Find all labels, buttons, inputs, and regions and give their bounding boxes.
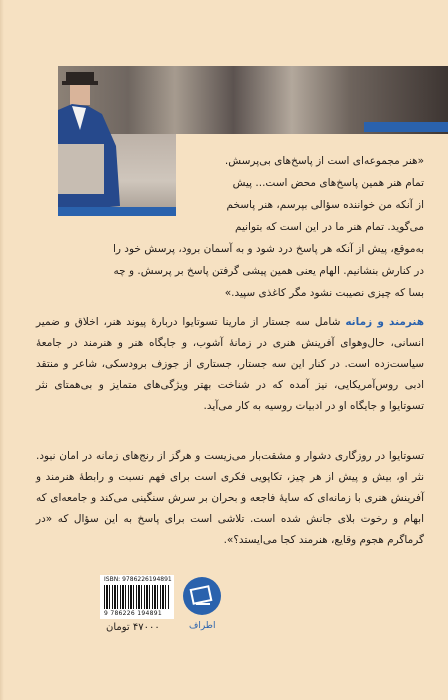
barcode-bars [104, 585, 170, 609]
quote-line: تمام هنر همین پاسخ‌های محض است... پیش [232, 177, 424, 189]
description-text: شامل سه جستار از مارینا تسوتایوا دربارهٔ پیوند هنر، اخلاق و ضمیر انسانی، حال‌وهوای آفرینش هنری در زمانهٔ آشوب، و جایگاه هنر و هنرمند در جامعهٔ سیاست‌زده است. در کنار این سه جستار، جستاری از جوزف برودسکی، شاعر و منتقد ادبی روس‌آمریکایی، نیز آمده که در شناخت بهتر ویژگی‌های متمایز و بی‌همتای نثر تسوتایوا و جایگاه او در ادبیات روسیه به کار می‌آید. [36, 316, 424, 412]
publisher-logo-icon [182, 576, 222, 616]
book-title-highlight: هنرمند و زمانه [345, 316, 424, 328]
quote-line: می‌گوید. تمام هنر ما در این است که بتوانیم [234, 221, 424, 233]
publisher-name: اطراف [189, 621, 216, 631]
barcode-number: 9 786226 194891 [104, 610, 162, 617]
summary-paragraph: تسوتایوا در روزگاری دشوار و مشقت‌بار می‌زیست و هرگز از رنج‌های زمانه در امان نبود. نثر او، بیش و پیش از هر چیز، تکاپویی فکری است برای فهم نسبت و رابطهٔ هنرمند و آفرینش هنری با زمانه‌ای که سایهٔ فاجعه و بحران بر سرش سنگینی می‌کند و جامعه‌ای که ابهام و رخوت بلای جانش شده است. تلاشی است برای پاسخ به این سؤال که «در گرماگرم هجوم وقایع، هنرمند کجا می‌ایستد؟». [36, 450, 424, 546]
quote-line: بسا که چیزی نصیبت نشود مگر کاغذی سپید.» [224, 287, 424, 299]
accent-bar-left [58, 207, 176, 216]
barcode [100, 575, 174, 619]
quote-line: از آنکه من خواننده سؤالی بپرسم، هنر پاسخم [226, 199, 424, 211]
price-label: ۴۷۰۰۰ تومان [106, 622, 160, 633]
description-paragraph [36, 312, 424, 417]
accent-bar-top [364, 122, 448, 132]
man-in-hat-figure [58, 66, 134, 212]
quote-line: «هنر مجموعه‌ای است از پاسخ‌های بی‌پرسش. [224, 155, 424, 167]
spine-shadow [0, 0, 4, 700]
isbn-label: ISBN: 9786226194891 [104, 576, 172, 583]
quote-line: در کنارش بنشانیم. الهام یعنی همین پیشی گرفتن پاسخ بر پرسش. و چه [113, 265, 424, 277]
quote-line: به‌موقع، پیش از آنکه هر پاسخ درد شود و به آسمان برود، پرسش خود را [112, 243, 424, 255]
